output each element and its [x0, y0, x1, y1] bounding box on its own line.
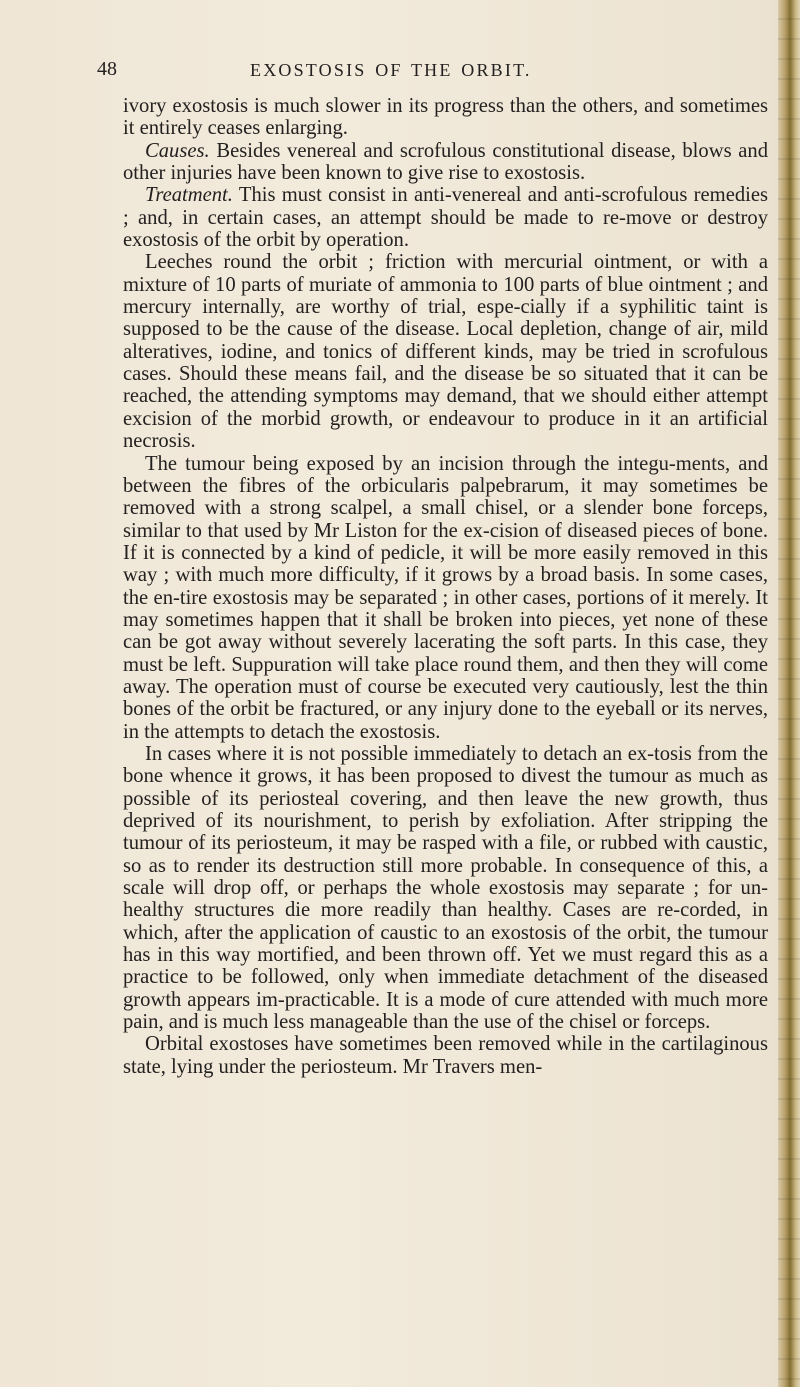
paragraph-periosteal	[123, 743, 768, 1033]
page-edge	[778, 0, 800, 1387]
paragraph-text: In cases where it is not possible immediately to detach an ex-tosis from the bone whence it grows, it has been proposed to divest the tumour as much as possible of its periosteal covering, and then leave the new growth, thus deprived of its nourishment, to perish by exfoliation. After stripping the tumour of its periosteum, it may be rasped with a file, or rubbed with caustic, so as to render its destruction still more probable. In consequence of this, a scale will drop off, or perhaps the whole exostosis may separate ; for un-healthy structures die more readily than healthy. Cases are re-corded, in which, after the application of caustic to an exostosis of the orbit, the tumour has in this way mortified, and been thrown off. Yet we must regard this as a practice to be followed, only when immediate detachment of the diseased growth appears im-practicable. It is a mode of cure attended with much more pain, and is much less manageable than the use of the chisel or forceps.	[123, 742, 768, 1034]
paragraph-leeches	[123, 251, 768, 452]
paragraph-text: Orbital exostoses have sometimes been removed while in the cartilaginous state, lying under the periosteum. Mr Travers men-	[123, 1033, 768, 1078]
body-text	[123, 95, 768, 1078]
paragraph-text: The tumour being exposed by an incision through the integu-ments, and between the fibres of the orbicularis palpebrarum, it may sometimes be removed with a strong scalpel, a small chisel, or a slender bone forceps, similar to that used by Mr Liston for the ex-cision of diseased pieces of bone. If it is connected by a kind of pedicle, it will be more easily removed in this way ; with much more difficulty, if it grows by a broad basis. In some cases, the en-tire exostosis may be separated ; in other cases, portions of it merely. It may sometimes happen that it shall be broken into pieces, yet none of these can be got away without severely lacerating the soft parts. In this case, they must be left. Suppuration will take place round them, and then they will come away. The operation must of course be executed very cautiously, lest the thin bones of the orbit be fractured, or any injury done to the eyeball or its nerves, in the attempts to detach the exostosis.	[123, 452, 768, 743]
paragraph-text: Leeches round the orbit ; friction with mercurial ointment, or with a mixture of 10 parts of muriate of ammonia to 100 parts of blue ointment ; and mercury internally, are worthy of trial, espe-cially if a syphilitic taint is supposed to be the cause of the disease. Local depletion, change of air, mild alteratives, iodine, and tonics of different kinds, may be tried in scrofulous cases. Should these means fail, and the disease be so situated that it can be reached, the attending symptoms may demand, that we should either attempt excision of the morbid growth, or endeavour to produce in it an artificial necrosis.	[123, 251, 768, 453]
paragraph-tumour-exposed	[123, 453, 768, 743]
section-label-treatment: Treatment.	[145, 184, 233, 207]
paragraph-cartilaginous	[123, 1033, 768, 1078]
paragraph-text: Besides venereal and scrofulous constitutional disease, blows and other injuries have been known to give rise to exostosis.	[123, 139, 768, 185]
page-number: 48	[97, 58, 117, 80]
section-label-causes: Causes.	[145, 139, 210, 162]
running-head: EXOSTOSIS OF THE ORBIT.	[250, 60, 532, 80]
paragraph-treatment	[123, 184, 768, 251]
paragraph-text: ivory exostosis is much slower in its progress than the others, and sometimes it entirely ceases enlarging.	[123, 95, 768, 140]
paragraph-text: This must consist in anti-venereal and anti-scrofulous remedies ; and, in certain cases, an attempt should be made to re-move or destroy exostosis of the orbit by operation.	[123, 184, 769, 252]
paragraph-causes	[123, 140, 768, 185]
paragraph-continuation	[123, 95, 768, 140]
